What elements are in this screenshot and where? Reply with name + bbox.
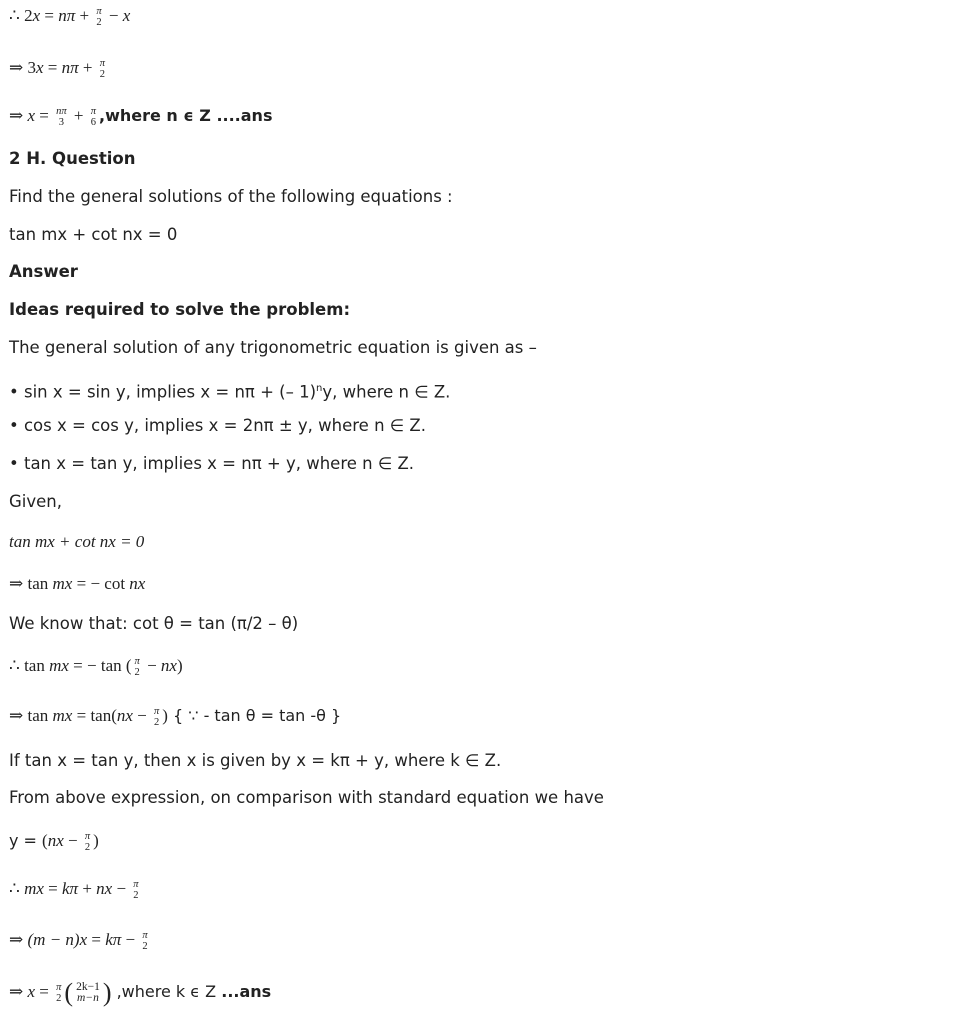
var: nx [116,706,133,725]
var: mx [52,574,73,593]
text: y = [9,831,43,850]
fraction [95,6,102,28]
var: kπ [105,930,122,949]
fraction [141,930,148,952]
answer-label: Answer [9,262,78,281]
fraction [134,656,141,678]
text: = [43,879,62,898]
equation-line [9,930,151,952]
given-label: Given, [9,492,62,511]
question-equation: tan mx + cot nx = 0 [9,225,178,244]
text: = [40,6,59,25]
answer-marker: ...ans [221,982,272,1001]
fraction [153,706,160,728]
question-text: Find the general solutions of the following equations : [9,187,453,206]
bullet-item: • cos x = cos y, implies x = 2nπ ± y, where n ∈ Z. [9,416,426,435]
denominator: 2 [142,941,148,953]
equation-line [9,58,108,80]
equation-line [9,879,142,901]
text: − [63,831,82,850]
ideas-intro: The general solution of any trigonometric equation is given as – [9,338,537,357]
denominator: 2 [133,890,139,902]
text: = [35,106,54,125]
var: nx [47,831,64,850]
var: mx [49,656,69,675]
numerator: nπ [56,106,67,118]
var: (m − n)x [27,930,88,949]
equation-line [9,106,272,128]
text: = [68,656,88,675]
paren: ( [125,656,132,675]
numerator: π [90,106,97,118]
text: + [78,879,97,898]
var: mx [24,879,44,898]
text: = [35,982,54,1001]
denominator: 2 [96,17,102,29]
var: x [122,6,131,25]
given-equation: tan mx + cot nx = 0 [9,532,145,551]
superscript: n [316,383,323,394]
answer-suffix: ,where n ϵ Z ....ans [99,106,273,125]
var: nπ [61,58,79,77]
numerator: 2k−1 [76,981,100,994]
text: + [75,6,94,25]
denominator: 2 [134,667,140,679]
text: ⇒ tan [9,574,53,593]
fraction [75,982,101,1004]
paren: ) [102,978,112,1008]
fraction [55,982,62,1004]
fraction [99,58,106,80]
numerator: π [154,706,160,718]
text: ∴ [9,879,25,898]
denominator: 2 [84,842,91,854]
equation-line [9,656,183,678]
text: tan( [90,706,117,725]
var: x [32,6,41,25]
denominator: 3 [58,117,65,129]
var: nx [160,656,177,675]
denominator: m−n [77,992,99,1005]
equation-line [9,6,130,28]
fraction [90,106,97,128]
numerator: π [142,930,148,942]
equation-line [9,978,272,1008]
text: = [87,930,106,949]
numerator: π [134,656,140,668]
text: − [121,930,140,949]
text: ⇒ [9,982,28,1001]
paren: ) [176,656,183,675]
text: y, where n ∈ Z. [322,382,451,402]
text: − [112,879,131,898]
denominator: 2 [99,69,106,81]
var: nπ [58,6,76,25]
numerator: π [99,58,106,70]
denominator: 2 [56,993,62,1005]
text: − cot [90,574,130,593]
ideas-heading: Ideas required to solve the problem: [9,300,351,319]
fraction [55,106,68,128]
text: ⇒ tan [9,706,53,725]
note: { ∵ - tan θ = tan -θ } [167,706,342,725]
text: • sin x = sin y, implies x = nπ + (– 1) [9,382,317,402]
var: nx [129,574,146,593]
var: nx [96,879,113,898]
var: x [27,106,36,125]
fraction [132,879,139,901]
text: ⇒ [9,106,28,125]
text: − [104,6,123,25]
compare-text: From above expression, on comparison with standard equation we have [9,788,604,807]
bullet-item [9,379,450,403]
denominator: 6 [90,117,96,129]
text: − tan [87,656,126,675]
identity-note: We know that: cot θ = tan (π/2 – θ) [9,614,299,633]
text: + [69,106,88,125]
bullet-item: • tan x = tan y, implies x = nπ + y, where n ∈ Z. [9,454,414,473]
question-heading: 2 H. Question [9,149,136,168]
text: ∴ 2 [9,6,33,25]
numerator: π [56,982,62,994]
text: + [78,58,97,77]
var: x [27,982,36,1001]
answer-suffix: ,where k ϵ Z [111,982,222,1001]
numerator: π [133,879,139,891]
var: kπ [62,879,79,898]
numerator: π [84,831,91,843]
text: ⇒ [9,930,28,949]
var: x [36,58,44,77]
fraction [84,831,91,853]
text: ∴ tan [9,656,50,675]
paren: ( [64,978,74,1008]
paren: ( [42,831,48,850]
text: − [142,656,161,675]
equation-line [9,706,341,728]
numerator: π [96,6,102,18]
text: = [72,574,91,593]
equation-line [9,574,145,594]
equation-line [9,831,99,853]
text: = [72,706,91,725]
text: = [43,58,62,77]
text: − [132,706,152,725]
text: ⇒ 3 [9,58,36,77]
denominator: 2 [154,717,160,729]
rule-text: If tan x = tan y, then x is given by x = kπ + y, where k ∈ Z. [9,751,502,770]
var: mx [52,706,73,725]
paren: ) [162,706,168,725]
paren: ) [93,831,99,850]
